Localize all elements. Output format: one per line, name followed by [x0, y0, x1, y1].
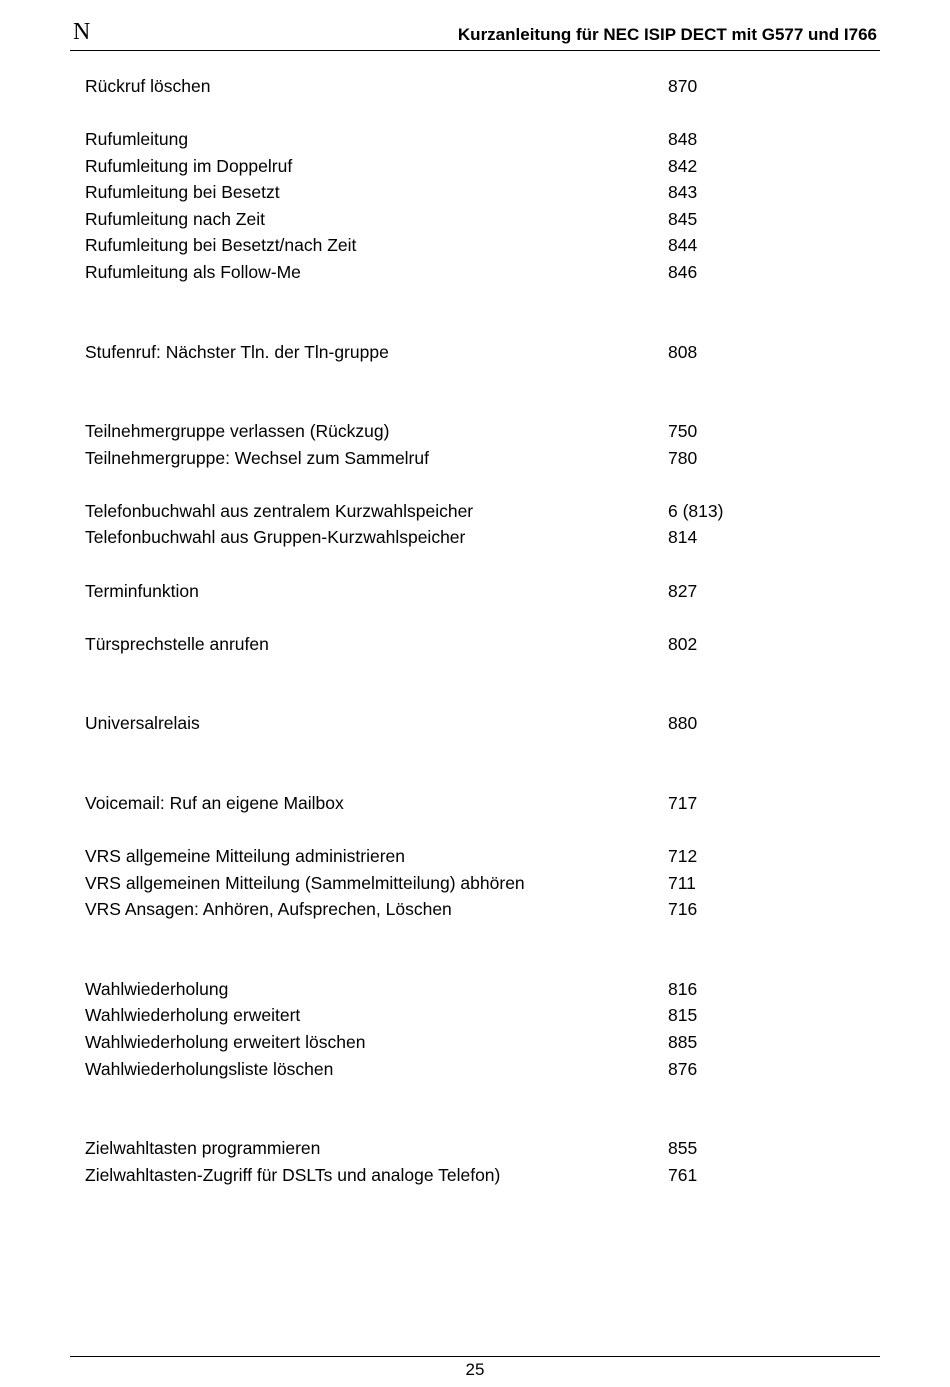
entry-row: [85, 180, 845, 204]
entry-row: [85, 525, 845, 549]
entry-row: [85, 154, 845, 178]
entry-code: 717: [668, 793, 698, 813]
entry-code: 846: [668, 262, 698, 282]
entry-code: 845: [668, 209, 698, 229]
entry-label: VRS Ansagen: Anhören, Aufsprechen, Löschen: [85, 899, 452, 919]
entry-row: [85, 1003, 845, 1027]
entry-row: [85, 499, 845, 523]
entry-label: Telefonbuchwahl aus zentralem Kurzwahlspeicher: [85, 501, 474, 521]
page-header: [70, 18, 880, 51]
entry-label: Zielwahltasten-Zugriff für DSLTs und analoge Telefon): [85, 1165, 501, 1185]
entry-label: Türsprechstelle anrufen: [85, 634, 269, 654]
entry-code: 750: [668, 421, 698, 441]
entry-label: Teilnehmergruppe verlassen (Rückzug): [85, 421, 390, 441]
entry-code: 716: [668, 899, 698, 919]
entry-label: Telefonbuchwahl aus Gruppen-Kurzwahlspeicher: [85, 527, 466, 547]
entry-label: Wahlwiederholungsliste löschen: [85, 1059, 334, 1079]
entry-code: 761: [668, 1165, 698, 1185]
entry-code: 848: [668, 129, 698, 149]
entry-code: 711: [668, 873, 696, 893]
entry-row: [85, 1136, 845, 1160]
entry-code: 844: [668, 235, 698, 255]
entry-code: 808: [668, 342, 698, 362]
entry-row: [85, 632, 845, 656]
entry-row: [85, 1057, 845, 1081]
entry-label: Zielwahltasten programmieren: [85, 1138, 321, 1158]
entry-label: Rückruf löschen: [85, 76, 211, 96]
entry-row: [85, 446, 845, 470]
entry-code: 880: [668, 713, 698, 733]
entry-code: 876: [668, 1059, 698, 1079]
entry-row: [85, 1163, 845, 1187]
entry-row: [85, 871, 845, 895]
entry-label: Stufenruf: Nächster Tln. der Tln-gruppe: [85, 342, 389, 362]
entry-code: 885: [668, 1032, 698, 1052]
entry-row: [85, 419, 845, 443]
nec-logo: N: [73, 19, 91, 45]
entry-row: [85, 340, 845, 364]
entry-code: 855: [668, 1138, 698, 1158]
entry-label: Wahlwiederholung erweitert löschen: [85, 1032, 366, 1052]
entry-code: 802: [668, 634, 698, 654]
entry-row: [85, 1030, 845, 1054]
entry-row: [85, 579, 845, 603]
entry-label: Voicemail: Ruf an eigene Mailbox: [85, 793, 344, 813]
entry-code: 870: [668, 76, 698, 96]
entry-code: 842: [668, 156, 698, 176]
entry-row: [85, 207, 845, 231]
entry-label: Wahlwiederholung erweitert: [85, 1005, 301, 1025]
entry-row: [85, 233, 845, 257]
entry-label: Rufumleitung nach Zeit: [85, 209, 265, 229]
entry-label: VRS allgemeinen Mitteilung (Sammelmitteilung) abhören: [85, 873, 525, 893]
entry-label: Terminfunktion: [85, 581, 199, 601]
entry-label: Rufumleitung im Doppelruf: [85, 156, 293, 176]
entry-label: Rufumleitung bei Besetzt/nach Zeit: [85, 235, 357, 255]
entry-row: [85, 844, 845, 868]
entry-code: 816: [668, 979, 698, 999]
entry-label: Wahlwiederholung: [85, 979, 229, 999]
entry-code: 843: [668, 182, 698, 202]
entry-code: 814: [668, 527, 698, 547]
entry-code: 827: [668, 581, 698, 601]
entry-code: 780: [668, 448, 698, 468]
entry-code: 6 (813): [668, 501, 724, 521]
entry-label: Teilnehmergruppe: Wechsel zum Sammelruf: [85, 448, 429, 468]
entry-label: VRS allgemeine Mitteilung administrieren: [85, 846, 406, 866]
entry-label: Rufumleitung: [85, 129, 189, 149]
entry-label: Rufumleitung bei Besetzt: [85, 182, 280, 202]
page-footer: [70, 1356, 880, 1379]
entry-code: 712: [668, 846, 698, 866]
document-title: Kurzanleitung für NEC ISIP DECT mit G577 und I766: [457, 25, 877, 44]
entry-row: [85, 74, 845, 98]
entry-row: [85, 711, 845, 735]
entry-row: [85, 897, 845, 921]
entry-row: [85, 977, 845, 1001]
entry-code: 815: [668, 1005, 698, 1025]
entry-row: [85, 791, 845, 815]
entry-label: Universalrelais: [85, 713, 200, 733]
entry-label: Rufumleitung als Follow-Me: [85, 262, 301, 282]
entry-row: [85, 260, 845, 284]
page-number: 25: [465, 1360, 485, 1379]
entry-row: [85, 127, 845, 151]
